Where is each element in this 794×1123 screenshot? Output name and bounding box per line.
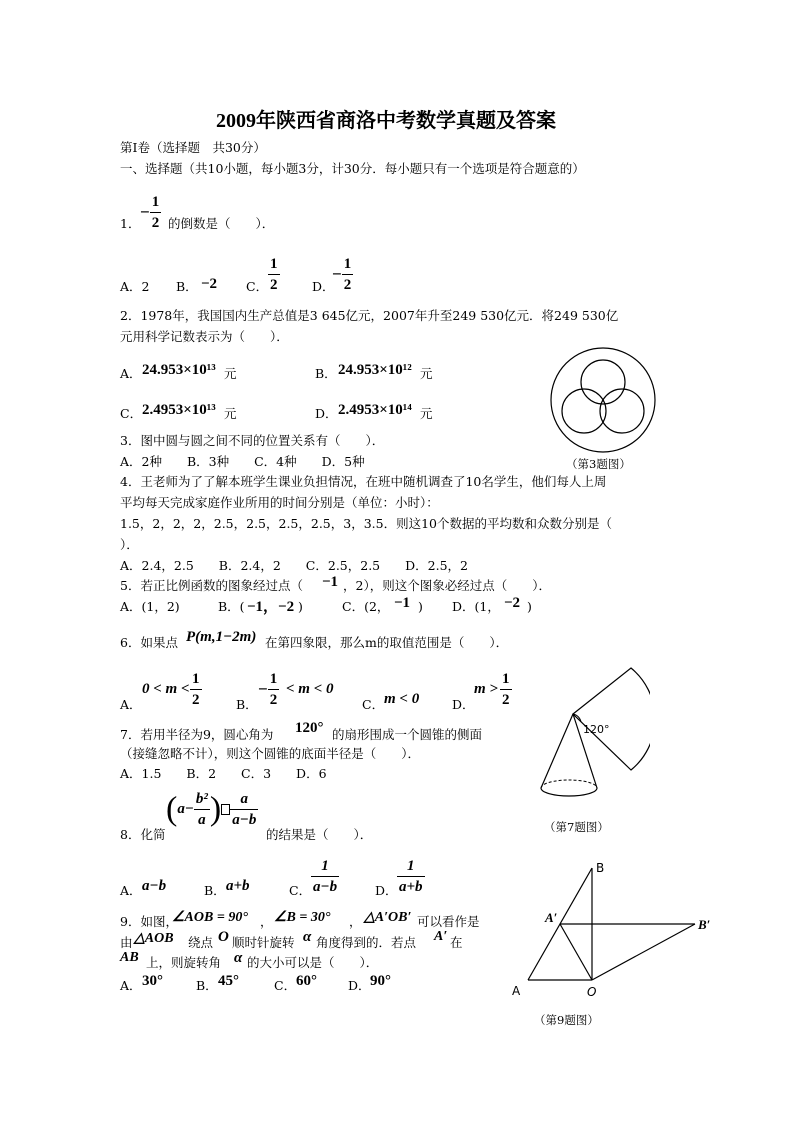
q8-option-a-label: A． (120, 883, 142, 898)
q2-option-d-value: 2.4953×10¹⁴ (338, 402, 412, 418)
segment-a-prime-o (560, 924, 592, 980)
q7-angle: 120° (295, 720, 324, 736)
q7-post: 的扇形围成一个圆锥的侧面 (332, 727, 483, 742)
q6-option-b-fraction: − $\frac{1}{2}$ (258, 671, 278, 708)
q6-option-a-value: 0 < m < (142, 681, 190, 697)
q8-option-c-label: C． (289, 883, 312, 898)
q8-option-c-fraction: $\frac{1}{a-b}$ (313, 858, 338, 895)
q6-option-d-fraction: $\frac{1}{2}$ (502, 671, 510, 708)
q2-line2: 元用科学记数表示为（ ）． (120, 329, 289, 344)
q3-line: 3．图中圆与圆之间不同的位置关系有（ ）． (120, 433, 385, 448)
q9-option-d-label: D． (348, 978, 371, 993)
q9-label-b: B (596, 861, 605, 875)
q9-option-c-value: 60° (296, 973, 317, 989)
q9-comma1: ， (260, 914, 273, 929)
q5-option-d-post: ) (527, 599, 532, 614)
q3-caption: （第3题图） (566, 457, 631, 471)
q9-line2-pre: 由 (120, 935, 133, 950)
q6-pre: 6．如果点 (120, 635, 178, 650)
q8-option-a-value: a−b (142, 878, 167, 894)
q6-option-b-label: B． (236, 697, 258, 712)
q9-line2-mid: 绕点 (188, 935, 214, 950)
q9-pre: 9．如图， (120, 914, 178, 929)
q5-post: ，2），则这个图象必经过点（ ）． (343, 578, 551, 593)
cone-base-front (541, 788, 597, 796)
part-heading: 第Ⅰ卷（选择题 共30分） (120, 140, 266, 155)
q1-option-a: A．2 (120, 279, 150, 294)
q9-line2-post: 角度得到的．若点 (316, 935, 417, 950)
q4-line3: 1.5，2，2，2，2.5，2.5，2.5，2.5，3，3.5．则这10个数据的平均数和众数分别是（ (120, 516, 612, 531)
q1-option-b-value: −2 (201, 276, 218, 292)
q8-expression: (a− $\frac{\text{b²}}{a}$ ) $\frac{a}{a-b}$ (166, 790, 257, 828)
q9-label-a: A (512, 984, 521, 998)
q2-option-b-value: 24.953×10¹² (338, 362, 412, 378)
q6-option-d-value: m > (474, 681, 498, 697)
q6-option-c-label: C． (362, 697, 385, 712)
q9-option-d-value: 90° (370, 973, 391, 989)
q9-label-b-prime: B′ (698, 917, 711, 932)
q1-fraction: − $\frac{1}{2}$ (140, 194, 160, 231)
section-heading: 一、选择题（共10小题，每小题3分，计30分．每小题只有一个选项是符合题意的） (120, 161, 585, 176)
q2-option-d-unit: 元 (420, 406, 433, 421)
q2-option-b-unit: 元 (420, 366, 433, 381)
q8-option-b-label: B． (204, 883, 226, 898)
q1-option-b-label: B． (176, 279, 198, 294)
q5-option-c-value: −1 (394, 595, 411, 611)
q9-triangle-prime: △A′OB′ (364, 910, 412, 925)
q8-option-d-label: D． (375, 883, 398, 898)
q2-option-c-label: C． (120, 406, 143, 421)
q6-option-d-label: D． (452, 697, 475, 712)
q9-point-o: O (218, 929, 229, 945)
q2-option-c-unit: 元 (224, 406, 237, 421)
q4-line2: 平均每天完成家庭作业所用的时间分别是（单位：小时）： (120, 495, 439, 510)
q2-option-b-label: B． (315, 366, 337, 381)
q5-option-d-value: −2 (504, 595, 521, 611)
q8-option-d-fraction: $\frac{1}{a+b}$ (399, 858, 423, 895)
q5-option-d-pre: D．(1， (452, 599, 500, 614)
q4-line4: ）． (120, 537, 139, 552)
q2-option-c-value: 2.4953×10¹³ (142, 402, 216, 418)
cone-left-edge (541, 714, 573, 788)
q1-num: 1． (120, 216, 141, 231)
q2-line1: 2．1978年，我国国内生产总值是3 645亿元，2007年升至249 530亿元．将249 530亿 (120, 308, 619, 323)
q5-option-c-post: ) (418, 599, 423, 614)
cone-base-back (541, 780, 597, 788)
q9-segment-ab: AB (120, 950, 139, 965)
q9-option-b-label: B． (196, 978, 218, 993)
q9-option-c-label: C． (274, 978, 297, 993)
q9-label-o: O (587, 985, 597, 999)
q9-option-a-value: 30° (142, 973, 163, 989)
q1-option-c-label: C． (246, 279, 269, 294)
q9-comma2: ， (349, 914, 362, 929)
q9-alpha: α (303, 929, 312, 945)
q6-post: 在第四象限，那么m的取值范围是（ ）． (265, 635, 509, 650)
q1-option-d-fraction: − $\frac{1}{2}$ (332, 256, 352, 293)
page-title: 2009年陕西省商洛中考数学真题及答案 (216, 110, 556, 132)
q7-caption: （第7题图） (544, 820, 609, 834)
q9-line2-mid2: 顺时针旋转 (232, 935, 295, 950)
q6-option-b-value: < m < 0 (286, 681, 334, 697)
q8-pre: 8．化简 (120, 827, 166, 842)
q9-line3-text: 上，则旋转角 (146, 955, 222, 970)
q7-line2: （接缝忽略不计），则这个圆锥的底面半径是（ ）． (120, 746, 421, 761)
sector-shape (573, 668, 650, 770)
q9-alpha-2: α (234, 950, 243, 966)
q9-option-b-value: 45° (218, 973, 239, 989)
inner-circle-top (581, 360, 625, 404)
q1-option-d-label: D． (312, 279, 335, 294)
q8-option-b-value: a+b (226, 878, 250, 894)
segment-o-b-prime (592, 924, 695, 980)
q9-option-a-label: A． (120, 978, 142, 993)
q3-circles-figure (548, 345, 658, 455)
q6-option-c-value: m < 0 (384, 691, 420, 707)
q7-pre: 7．若用半径为9，圆心角为 (120, 727, 274, 742)
q9-angle-aob: ∠AOB = 90° (172, 910, 248, 925)
q5-option-a: A．(1，2) (120, 599, 180, 614)
q5-option-b-post: ) (298, 599, 303, 614)
q9-label-a-prime: A′ (545, 910, 558, 925)
q5-point-x: −1 (322, 574, 339, 590)
q6-point: P(m,1−2m) (186, 629, 257, 645)
q5-option-c-pre: C．(2， (342, 599, 390, 614)
q5-option-b-value: −1，−2 (247, 599, 295, 615)
q2-option-d-label: D． (315, 406, 338, 421)
q3-options: A．2种 B．3种 C．4种 D．5种 (120, 454, 365, 469)
q2-option-a-unit: 元 (224, 366, 237, 381)
q9-angle-b: ∠B = 30° (274, 910, 331, 925)
q5-option-b-pre: B．( (218, 599, 245, 614)
q2-option-a-label: A． (120, 366, 142, 381)
q4-line1: 4．王老师为了了解本班学生课业负担情况，在班中随机调查了10名学生，他们每人上周 (120, 474, 607, 489)
q7-angle-label: 120° (583, 723, 610, 736)
q9-line2-end: 在 (450, 935, 463, 950)
q1-text: 的倒数是（ ）． (168, 216, 275, 231)
q5-pre: 5．若正比例函数的图象经过点（ (120, 578, 303, 593)
q1-option-c-fraction: $\frac{1}{2}$ (270, 256, 278, 293)
q8-post: 的结果是（ ）． (266, 827, 373, 842)
q4-options: A．2.4，2.5 B．2.4，2 C．2.5，2.5 D．2.5，2 (120, 558, 468, 573)
q7-options: A．1.5 B．2 C．3 D．6 (120, 766, 327, 781)
q6-option-a-label: A． (120, 697, 142, 712)
q2-option-a-value: 24.953×10¹³ (142, 362, 216, 378)
q9-post: 可以看作是 (417, 914, 480, 929)
q9-caption: （第9题图） (534, 1013, 599, 1027)
q9-point-a-prime: A′ (434, 929, 448, 944)
q6-option-a-fraction: $\frac{1}{2}$ (192, 671, 200, 708)
q9-line3-post: 的大小可以是（ ）． (247, 955, 379, 970)
q9-triangle-aob: △AOB (134, 931, 174, 946)
